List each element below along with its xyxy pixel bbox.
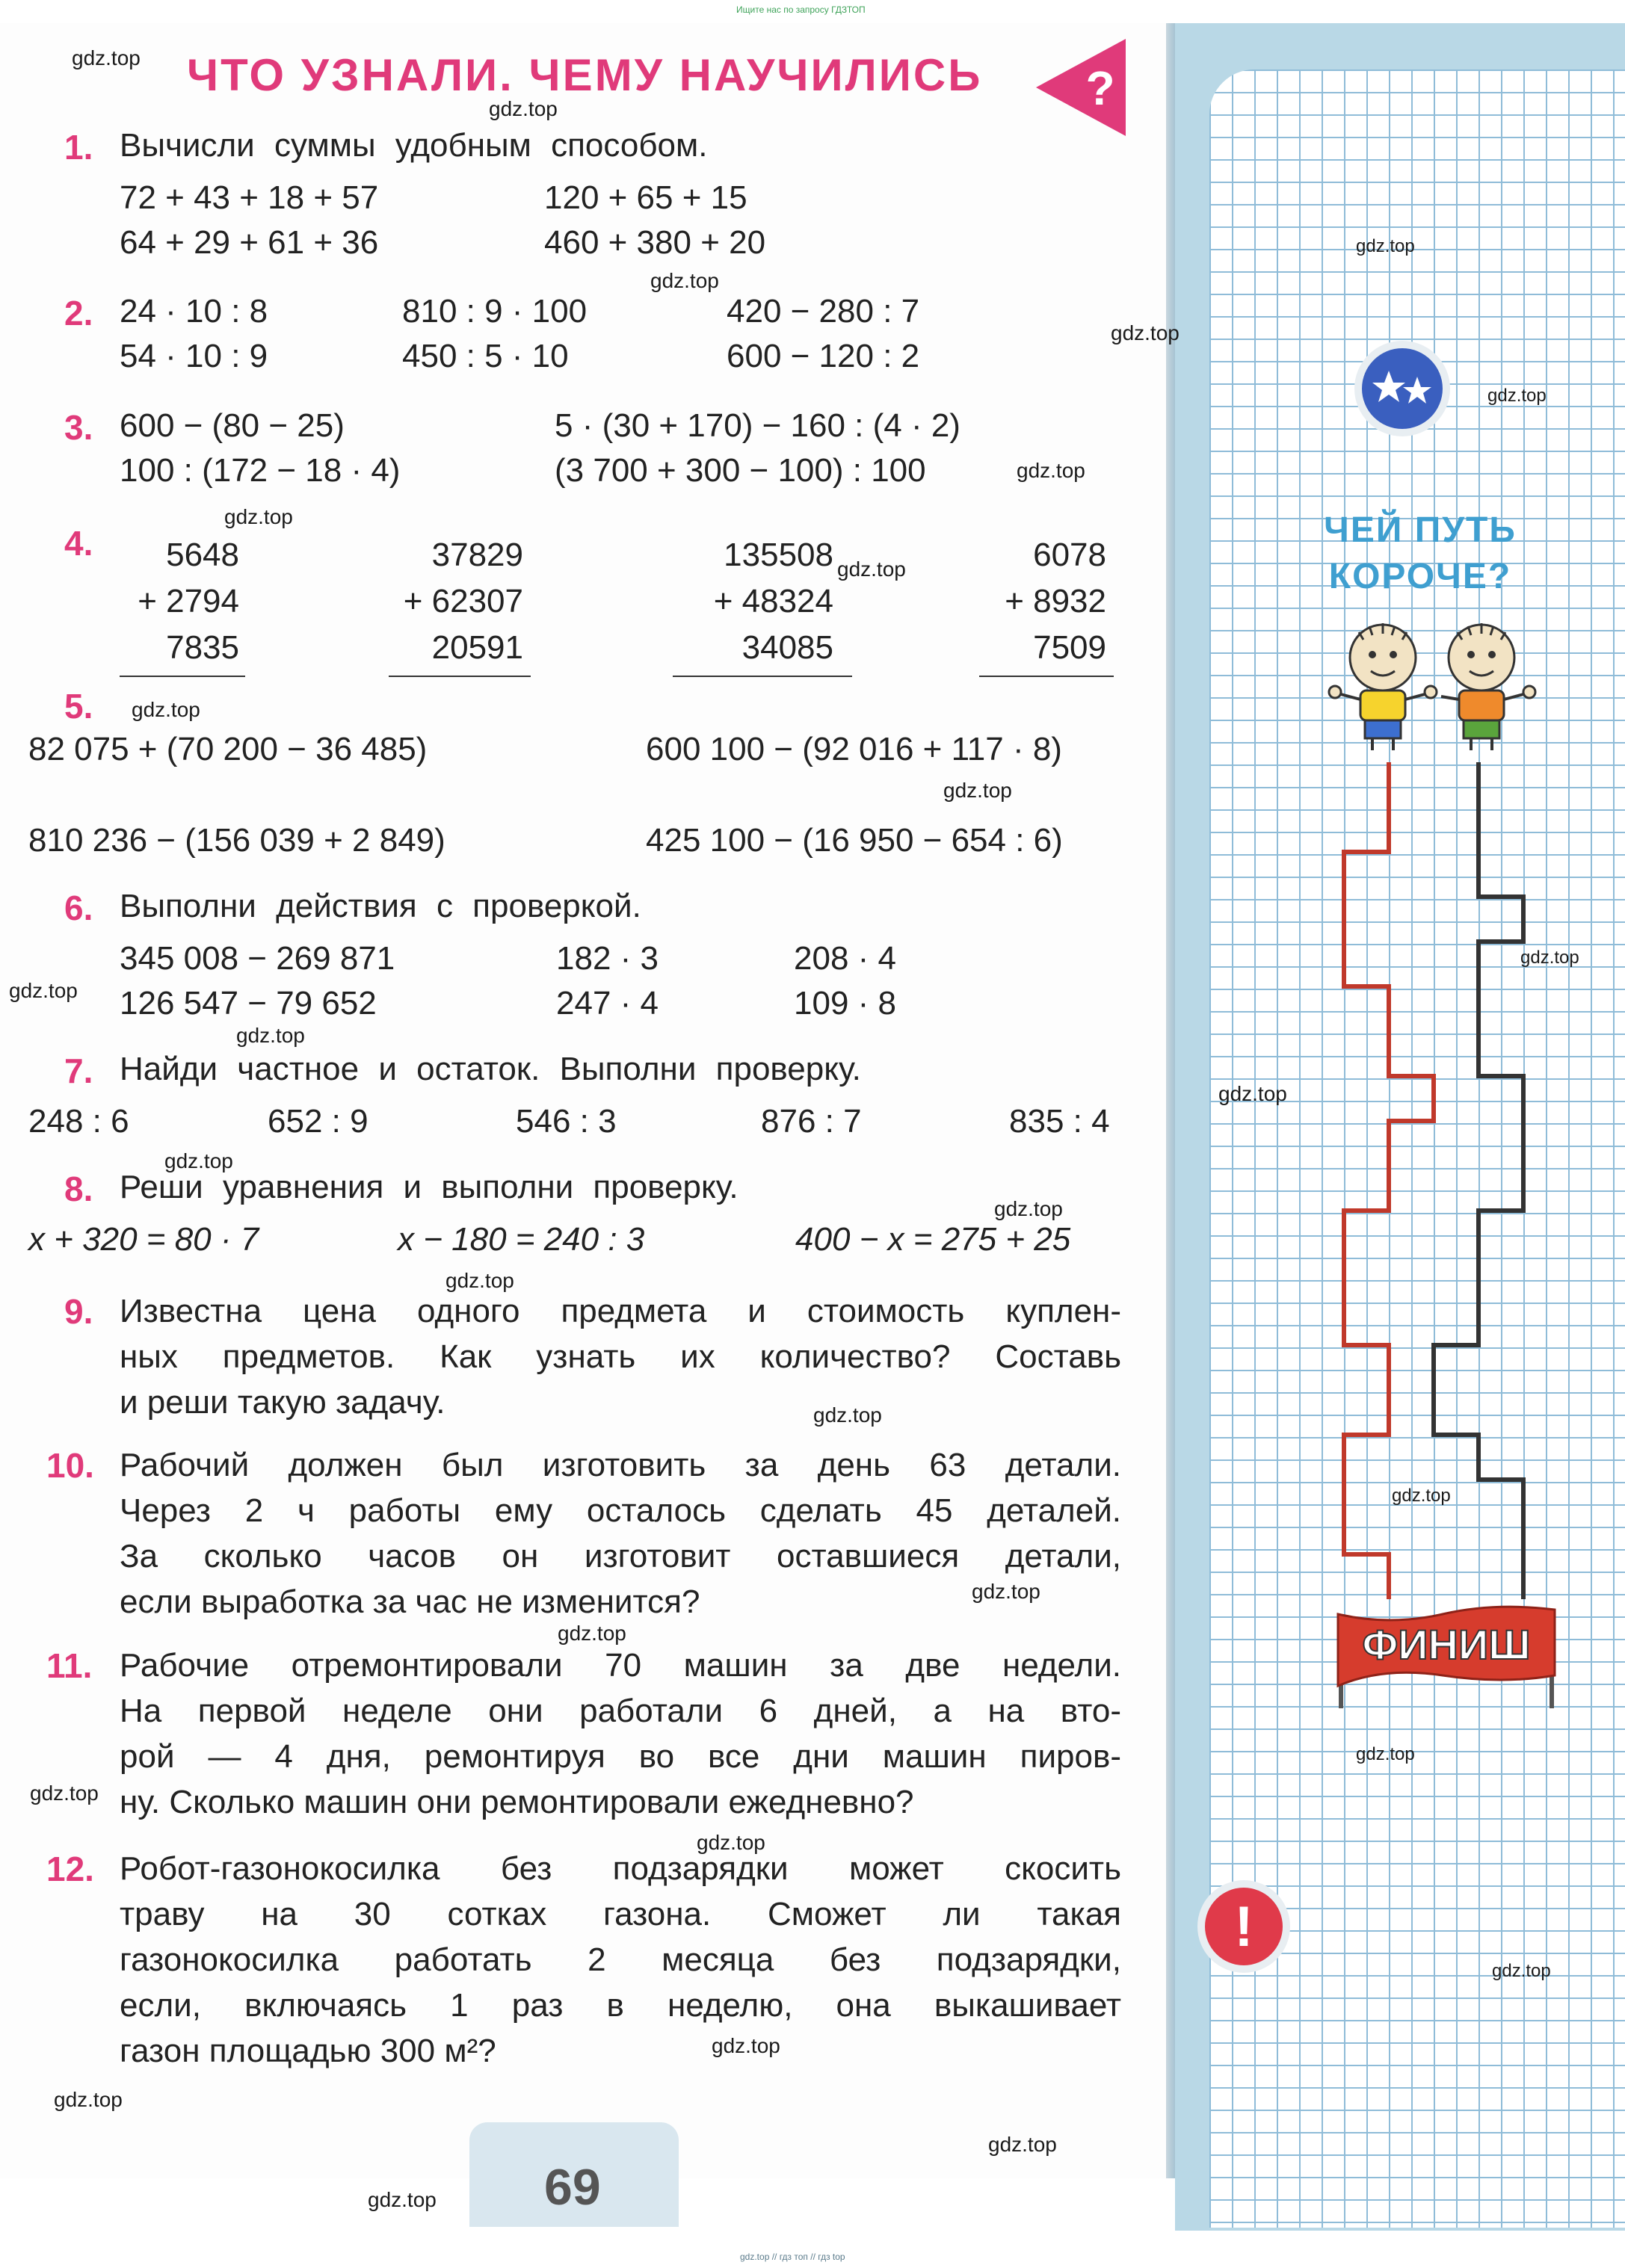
expression: 100 : (172 − 18 · 4) [120,452,401,489]
underline [979,676,1114,677]
addend: + 62307 [403,583,523,619]
watermark: gdz.top [972,1580,1040,1603]
black-path [1434,762,1523,1599]
sum: 7835 [166,629,239,666]
task-number: 1. [64,128,93,167]
problem-line: Рабочий должен был изготовить за день 63 детали. [120,1447,1121,1483]
watermark: gdz.top [650,269,719,292]
problem-line: ных предметов. Как узнать их количество? Составь [120,1338,1121,1375]
word-problem [120,1288,1121,1425]
problem-line: Известна цена одного предмета и стоимость куплен- [120,1293,1121,1329]
sum: 34085 [741,629,833,666]
problem-line: ну. Сколько машин они ремонтировали ежедневно? [120,1784,914,1820]
addend: + 2794 [138,583,239,619]
equation: x + 320 = 80 · 7 [28,1221,259,1258]
expression: 425 100 − (16 950 − 654 : 6) [646,822,1063,859]
expression: 247 · 4 [556,985,659,1022]
column-addition [97,532,239,671]
task-number: 2. [64,294,93,333]
task-number: 7. [64,1051,93,1090]
problem-line: если выработка за час не изменится? [120,1583,700,1620]
question-flag-icon [1036,39,1126,136]
expression: 420 − 280 : 7 [727,293,920,330]
problem-line: На первой неделе они работали 6 дней, а на вто- [120,1693,1121,1729]
problem-line: Через 2 ч работы ему осталось сделать 45 деталей. [120,1492,1121,1529]
watermark: gdz.top [236,1024,305,1047]
word-problem [120,1442,1121,1625]
problem-line: и реши такую задачу. [120,1384,445,1421]
expression: 810 236 − (156 039 + 2 849) [28,822,445,859]
addend: 5648 [166,537,239,573]
expression: 345 008 − 269 871 [120,940,395,977]
watermark: gdz.top [1218,1082,1287,1105]
problem-line: Робот-газонокосилка без подзарядки может скосить [120,1850,1121,1887]
expression: 109 · 8 [794,985,896,1022]
watermark: gdz.top [558,1622,626,1645]
watermark: gdz.top [132,698,200,721]
watermark: gdz.top [54,2088,123,2111]
sum: 7509 [1033,629,1106,666]
watermark: gdz.top [813,1403,882,1427]
watermark: gdz.top [1356,1744,1415,1764]
watermark: gdz.top [164,1149,233,1172]
expression: 810 : 9 · 100 [402,293,588,330]
watermark: gdz.top [712,2034,780,2057]
expression: 876 : 7 [761,1103,862,1140]
watermark: gdz.top [1111,321,1180,344]
header-note: Ищите нас по запросу ГДЗТОП [736,4,866,15]
task-number: 12. [46,1850,94,1888]
red-path [1344,762,1434,1599]
watermark: gdz.top [1017,459,1085,482]
expression: 208 · 4 [794,940,896,977]
stars-badge-icon [1351,338,1453,439]
watermark: gdz.top [994,1197,1063,1220]
watermark: gdz.top [72,46,141,69]
watermark: gdz.top [837,557,906,581]
task-number: 5. [64,687,93,726]
expression: 120 + 65 + 15 [544,179,747,216]
watermark: gdz.top [1356,236,1415,256]
problem-line: траву на 30 сотках газона. Сможет ли такая [120,1896,1121,1932]
problem-line: газон площадью 300 м²? [120,2033,496,2069]
expression: 54 · 10 : 9 [120,338,268,374]
expression: 546 : 3 [516,1103,617,1140]
finish-label: ФИНИШ [1362,1621,1531,1668]
question-mark: ? [1085,61,1115,115]
expression: 600 − (80 − 25) [120,407,345,444]
task-text: Вычисли суммы удобным способом. [120,127,708,164]
watermark: gdz.top [1520,948,1579,968]
underline [120,676,245,677]
column-addition [665,532,833,671]
expression: 5 · (30 + 170) − 160 : (4 · 2) [555,407,960,444]
sum: 20591 [431,629,523,666]
word-problem [120,1643,1121,1825]
expression: 248 : 6 [28,1103,129,1140]
expression: 450 : 5 · 10 [402,338,569,374]
expression: 126 547 − 79 652 [120,985,377,1022]
watermark: gdz.top [1392,1486,1451,1506]
addend: 135508 [724,537,833,573]
exclamation-mark: ! [1234,1895,1254,1959]
column-addition [964,532,1106,671]
column-addition [374,532,523,671]
addend: + 8932 [1005,583,1106,619]
task-number: 3. [64,408,93,447]
equation: x − 180 = 240 : 3 [398,1221,645,1258]
task-text: Реши уравнения и выполни проверку. [120,1169,739,1205]
page-edge [1166,23,1175,2178]
problem-line: если, включаясь 1 раз в неделю, она выкашивает [120,1987,1121,2024]
task-number: 9. [64,1292,93,1331]
expression: 182 · 3 [556,940,659,977]
watermark: gdz.top [697,1831,765,1854]
watermark: gdz.top [224,505,293,528]
watermark: gdz.top [30,1782,99,1805]
expression: (3 700 + 300 − 100) : 100 [555,452,926,489]
boy-right [1441,623,1535,750]
footer-note: gdz.top // гдз топ // гдз top [740,2252,845,2262]
page-title: ЧТО УЗНАЛИ. ЧЕМУ НАУЧИЛИСЬ [187,50,983,100]
expression: 600 − 120 : 2 [727,338,920,374]
problem-line: газонокосилка работать 2 месяца без подзарядки, [120,1941,1121,1978]
underline [673,676,852,677]
problem-line: За сколько часов он изготовит оставшиеся детали, [120,1538,1121,1575]
exclamation-badge-icon [1194,1877,1293,1976]
page-number: 69 [544,2159,601,2216]
watermark: gdz.top [988,2133,1057,2156]
expression: 600 100 − (92 016 + 117 · 8) [646,731,1062,767]
problem-line: Рабочие отремонтировали 70 машин за две недели. [120,1647,1121,1684]
expression: 24 · 10 : 8 [120,293,268,330]
task-number: 8. [64,1169,93,1208]
expression: 460 + 380 + 20 [544,224,766,261]
watermark: gdz.top [489,97,558,120]
task-text: Найди частное и остаток. Выполни проверку. [120,1051,861,1087]
expression: 64 + 29 + 61 + 36 [120,224,379,261]
task-number: 11. [46,1646,93,1685]
task-number: 10. [46,1446,94,1485]
watermark: gdz.top [9,979,78,1002]
addend: 6078 [1033,537,1106,573]
watermark: gdz.top [943,779,1012,802]
expression: 82 075 + (70 200 − 36 485) [28,731,428,767]
task-number: 4. [64,524,93,563]
side-title-line1: ЧЕЙ ПУТЬ [1324,510,1517,550]
addend: 37829 [431,537,523,573]
watermark: gdz.top [445,1269,514,1292]
equation: 400 − x = 275 + 25 [795,1221,1071,1258]
expression: 835 : 4 [1009,1103,1110,1140]
word-problem [120,1846,1121,2074]
watermark: gdz.top [1487,386,1547,406]
problem-line: рой — 4 дня, ремонтируя во все дни машин пиров- [120,1738,1121,1775]
side-title-line2: КОРОЧЕ? [1328,557,1512,596]
two-boys-illustration [1320,617,1544,755]
addend: + 48324 [713,583,833,619]
watermark: gdz.top [1492,1961,1551,1981]
task-number: 6. [64,889,93,927]
boy-left [1329,623,1437,750]
finish-banner-icon [1330,1604,1562,1713]
task-text: Выполни действия с проверкой. [120,888,641,924]
underline [389,676,531,677]
expression: 652 : 9 [268,1103,369,1140]
watermark: gdz.top [368,2188,437,2211]
expression: 72 + 43 + 18 + 57 [120,179,379,216]
